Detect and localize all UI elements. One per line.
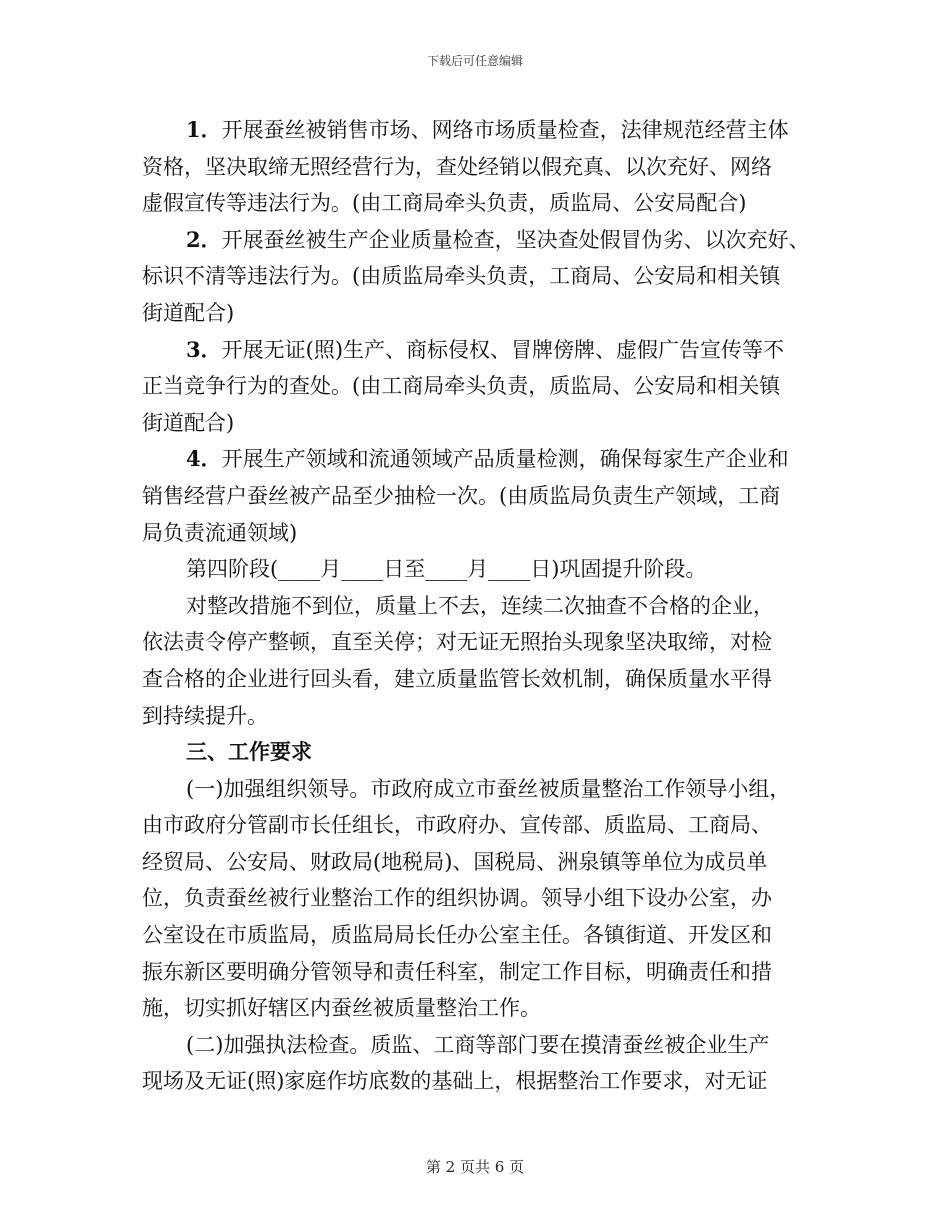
item-number: 1． [186, 117, 222, 142]
item-number: 4． [186, 446, 222, 472]
item-text: 开展无证(照)生产、商标侵权、冒牌傍牌、虚假广告宣传等不 [221, 337, 785, 362]
paragraph-line: 查合格的企业进行回头看，建立质量监管长效机制，确保质量水平得 [142, 666, 772, 691]
item-number: 3． [186, 336, 222, 362]
stage-4-title: 第四阶段(____月____日至____月____日)巩固提升阶段。 [186, 557, 707, 582]
paragraph-line: 局负责流通领域) [142, 520, 298, 545]
item-text: 开展生产领域和流通领域产品质量检测，确保每家生产企业和 [221, 447, 789, 472]
document-body [142, 112, 822, 1100]
page-footer: 第 2 页共 6 页 [425, 1158, 525, 1176]
paragraph-line: 虚假宣传等违法行为。(由工商局牵头负责，质监局、公安局配合) [142, 191, 747, 216]
paragraph-line: 资格，坚决取缔无照经营行为，查处经销以假充真、以次充好、网络 [142, 154, 772, 179]
paragraph-line: (二)加强执法检查。质监、工商等部门要在摸清蚕丝被企业生产 [186, 1032, 770, 1057]
item-number: 2． [186, 226, 222, 252]
paragraph-line: 对整改措施不到位，质量上不去，连续二次抽查不合格的企业， [186, 593, 774, 618]
paragraph-line: 销售经营户蚕丝被产品至少抽检一次。(由质监局负责生产领域，工商 [142, 483, 781, 508]
paragraph-line: 街道配合) [142, 410, 235, 435]
page-header: 下载后可任意编辑 [426, 54, 523, 68]
paragraph-line: 正当竞争行为的查处。(由工商局牵头负责，质监局、公安局和相关镇 [142, 374, 781, 399]
item-3-line [142, 332, 822, 369]
item-4-line [142, 441, 822, 478]
paragraph-line: 现场及无证(照)家庭作坊底数的基础上，根据整治工作要求，对无证 [142, 1069, 768, 1094]
paragraph-line: 公室设在市质监局，质监局局长任办公室主任。各镇街道、开发区和 [142, 923, 772, 948]
paragraph-line: 经贸局、公安局、财政局(地税局)、国税局、洲泉镇等单位为成员单 [142, 849, 768, 874]
section-heading: 三、工作要求 [186, 739, 312, 765]
paragraph-line: 标识不清等违法行为。(由质监局牵头负责，工商局、公安局和相关镇 [142, 264, 781, 289]
paragraph-line: 振东新区要明确分管领导和责任科室，制定工作目标，明确责任和措 [142, 959, 772, 984]
paragraph-line: 施，切实抓好辖区内蚕丝被质量整治工作。 [142, 996, 541, 1021]
paragraph-line: (一)加强组织领导。市政府成立市蚕丝被质量整治工作领导小组， [186, 776, 791, 801]
paragraph-line: 到持续提升。 [142, 703, 268, 728]
item-text: 开展蚕丝被生产企业质量检查，坚决查处假冒伪劣、以次充好、 [221, 227, 810, 252]
paragraph-line: 依法责令停产整顿，直至关停；对无证无照抬头现象坚决取缔，对检 [142, 630, 772, 655]
item-text: 开展蚕丝被销售市场、网络市场质量检查，法律规范经营主体 [221, 118, 789, 142]
paragraph-line: 位，负责蚕丝被行业整治工作的组织协调。领导小组下设办公室，办 [142, 886, 772, 911]
paragraph-line: 街道配合) [142, 300, 235, 325]
item-1-line [142, 112, 822, 149]
paragraph-line: 由市政府分管副市长任组长，市政府办、宣传部、质监局、工商局、 [142, 813, 772, 838]
item-2-line [142, 222, 822, 259]
